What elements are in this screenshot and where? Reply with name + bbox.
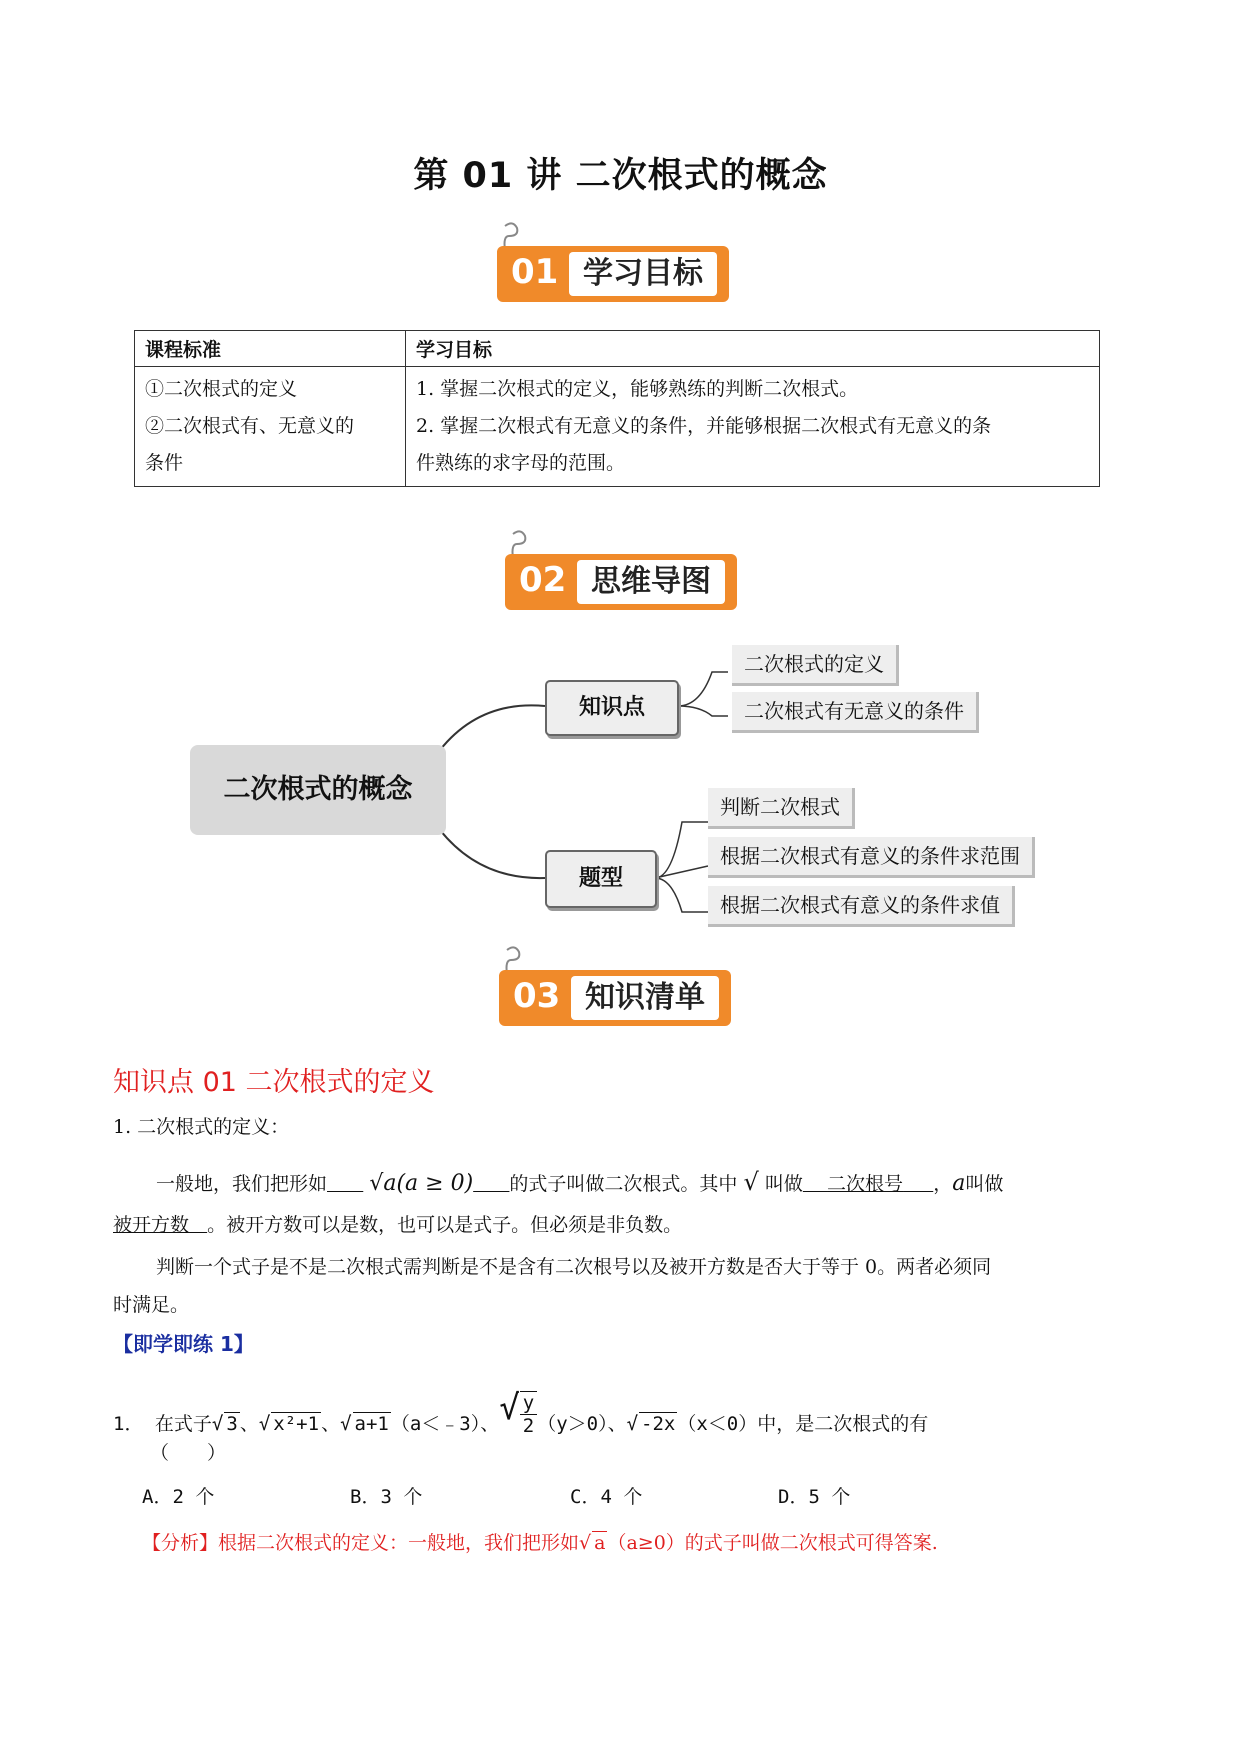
mindmap-leaf: 判断二次根式 xyxy=(708,788,855,829)
section-label: 思维导图 xyxy=(577,560,725,604)
answer-blank-1 xyxy=(803,1173,933,1195)
cell-line: ②二次根式有、无意义的 xyxy=(145,415,355,437)
judgement-paragraph-cont: 时满足。 xyxy=(113,1294,190,1316)
section-label: 知识清单 xyxy=(571,976,719,1020)
radical: √ a+1 xyxy=(340,1412,389,1435)
cell-line: 2. 掌握二次根式有无意义的条件，并能够根据二次根式有无意义的条 xyxy=(416,415,992,437)
text: 。被开方数可以是数，也可以是式子。但必须是非负数。 xyxy=(207,1214,683,1236)
table-header: 课程标准 xyxy=(135,331,406,367)
section-number: 01 xyxy=(511,252,559,292)
mindmap-leaf: 根据二次根式有意义的条件求值 xyxy=(708,886,1015,927)
option-c[interactable]: C．4 个 xyxy=(570,1486,643,1508)
answer-parentheses: （ ） xyxy=(150,1442,227,1464)
section-number: 03 xyxy=(513,976,561,1016)
definition-paragraph-line1: 一般地，我们把形如 √a(a ≥ 0) 的式子叫做二次根式。其中 √ 叫做 二次根号 ，a叫做 xyxy=(156,1168,1004,1196)
practice-label: 【即学即练 1】 xyxy=(113,1332,254,1356)
radical: √ a xyxy=(579,1532,606,1554)
page-title: 第 01 讲 二次根式的概念 xyxy=(413,156,828,196)
radicand: a+1 xyxy=(354,1412,389,1435)
judgement-paragraph: 判断一个式子是不是二次根式需判断是不是含有二次根号以及被开方数是否大于等于 0。两者必须同 xyxy=(156,1256,992,1278)
text: （y＞0）、 xyxy=(537,1412,627,1435)
sqrt-symbol: √ xyxy=(743,1168,759,1196)
text: 【分析】根据二次根式的定义：一般地，我们把形如 xyxy=(142,1532,580,1554)
mindmap-root: 二次根式的概念 xyxy=(190,745,446,835)
blank-text: 二次根号 xyxy=(827,1173,904,1195)
question-1 xyxy=(113,1388,929,1449)
blank-text: 被开方数 xyxy=(113,1214,190,1236)
definition-paragraph-line2 xyxy=(113,1210,682,1237)
knowledge-point-title: 知识点 01 二次根式的定义 xyxy=(113,1067,435,1098)
radicand: -2x xyxy=(641,1412,676,1435)
text: （x＜0）中，是二次根式的有 xyxy=(677,1412,929,1435)
cell-line: 1. 掌握二次根式的定义，能够熟练的判断二次根式。 xyxy=(416,378,859,400)
radicand: x²+1 xyxy=(273,1412,320,1435)
text: （a＜﹣3）、 xyxy=(390,1412,500,1435)
text: 一般地，我们把形如 xyxy=(156,1173,328,1195)
text: （a≥0）的式子叫做二次根式可得答案. xyxy=(607,1532,938,1554)
radical: √ 3 xyxy=(211,1412,238,1435)
option-b[interactable]: B．3 个 xyxy=(350,1486,423,1508)
radicand: a xyxy=(594,1532,606,1554)
cell-line: 条件 xyxy=(145,452,184,474)
radicand: 3 xyxy=(226,1412,238,1435)
section-label: 学习目标 xyxy=(569,252,717,296)
radical: √ -2x xyxy=(626,1412,676,1435)
denominator: 2 xyxy=(522,1414,535,1437)
text: 、 xyxy=(239,1412,259,1435)
mindmap-branch-knowledge: 知识点 xyxy=(545,680,679,736)
math: a(a ≥ 0) xyxy=(383,1171,474,1196)
question-number: 1． xyxy=(113,1412,144,1435)
option-a[interactable]: A．2 个 xyxy=(142,1486,215,1508)
mindmap-leaf: 根据二次根式有意义的条件求范围 xyxy=(708,837,1035,878)
text: 的式子叫做二次根式。其中 xyxy=(509,1173,738,1195)
mindmap-branch-types: 题型 xyxy=(545,850,657,908)
cell-line: ①二次根式的定义 xyxy=(145,378,298,400)
mindmap-leaf: 二次根式的定义 xyxy=(732,645,899,686)
radical: √ x²+1 xyxy=(258,1412,320,1435)
analysis xyxy=(142,1528,938,1555)
math: a xyxy=(952,1171,966,1196)
option-d[interactable]: D．5 个 xyxy=(778,1486,851,1508)
answer-blank-2 xyxy=(113,1214,207,1236)
text: 在式子 xyxy=(154,1412,212,1435)
cell-line: 件熟练的求字母的范围。 xyxy=(416,452,626,474)
section-badge-checklist xyxy=(499,964,731,1026)
numerator: y xyxy=(520,1392,537,1415)
definition-heading: 1. 二次根式的定义： xyxy=(113,1116,290,1138)
mindmap-leaf: 二次根式有无意义的条件 xyxy=(732,692,979,733)
text: 叫做 xyxy=(965,1173,1004,1195)
sqrt-expression: √a(a ≥ 0) xyxy=(369,1171,474,1196)
table-header: 学习目标 xyxy=(406,331,1100,367)
section-number: 02 xyxy=(519,560,567,600)
radical-fraction: √ $\frac{y}{2}$ xyxy=(499,1388,537,1437)
text: 、 xyxy=(321,1412,341,1435)
text: 叫做 xyxy=(764,1173,803,1195)
